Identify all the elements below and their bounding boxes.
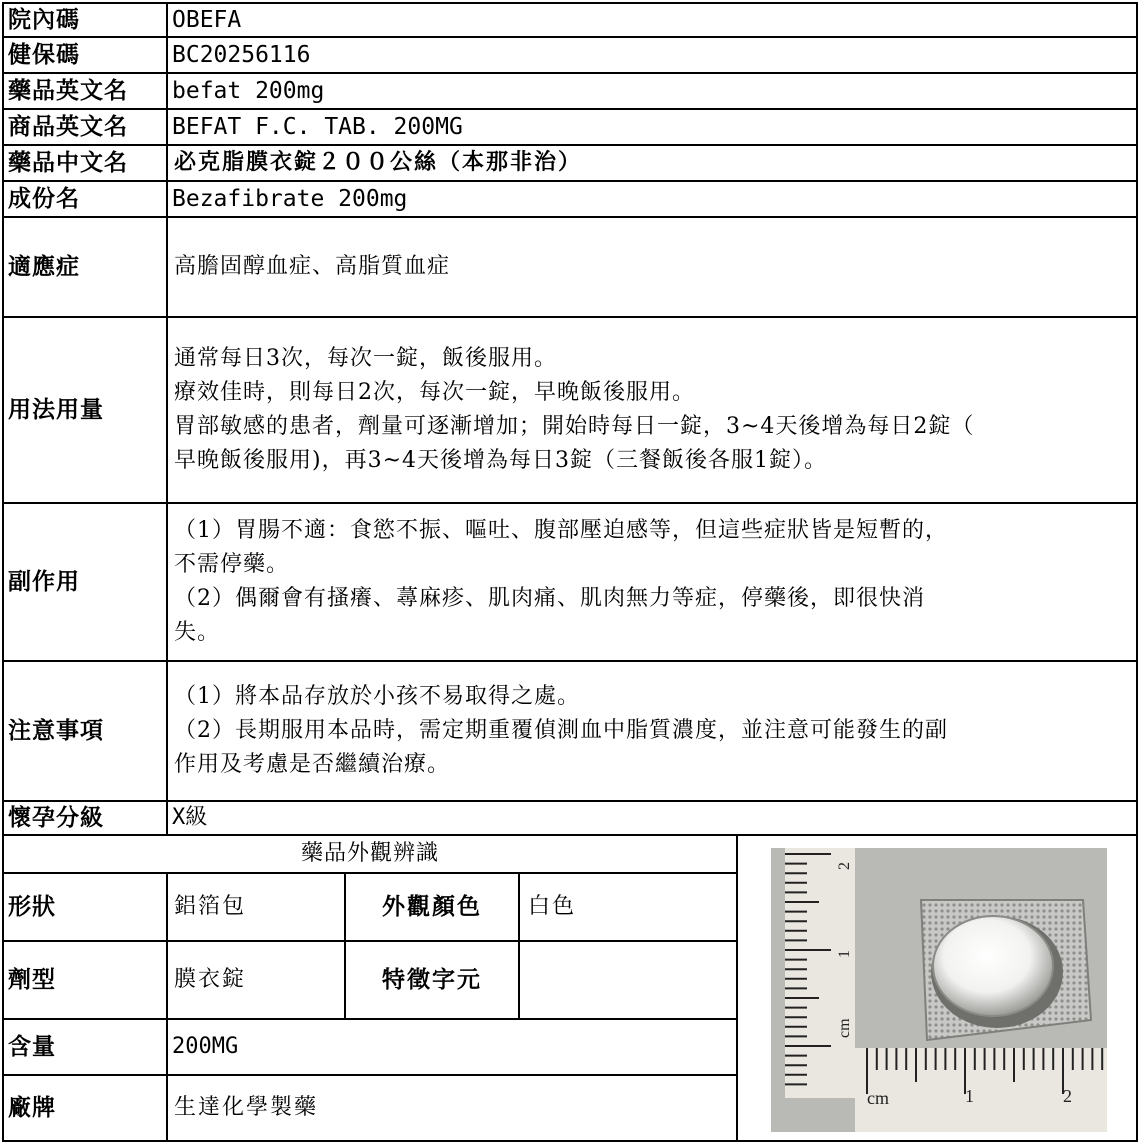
value-ingredient: Bezafibrate 200mg [172,186,408,212]
value-dosage [174,318,1134,502]
label-drug-chinese-name: 藥品中文名 [8,150,128,176]
label-imprint: 特徵字元 [382,967,482,993]
tablet-photo [771,848,1107,1132]
label-ingredient: 成份名 [8,186,80,212]
value-hospital-code: OBEFA [172,7,242,33]
value-nhi-code: BC20256116 [172,42,311,68]
drug-info-sheet [2,2,1138,1142]
label-color: 外觀顏色 [382,894,482,920]
value-manufacturer: 生達化學製藥 [174,1095,319,1120]
label-drug-english-name: 藥品英文名 [8,78,128,104]
label-product-english-name: 商品英文名 [8,114,128,140]
value-color: 白色 [528,894,577,919]
value-imprint [528,942,736,1018]
horizontal-ruler [855,1048,1107,1132]
label-manufacturer: 廠牌 [8,1095,56,1121]
value-drug-english-name: befat 200mg [172,78,325,104]
dosage-line: 療效佳時，則每日2次，每次一錠，早晚飯後服用。 [174,380,695,405]
label-strength: 含量 [8,1034,56,1060]
horizontal-ruler-unit: cm [867,1088,889,1108]
horizontal-ruler-mark-1: 1 [965,1086,974,1106]
side-effect-line: 不需停藥。 [174,552,290,577]
side-effect-line: （1）胃腸不適：食慾不振、嘔吐、腹部壓迫感等，但這些症狀皆是短暫的， [174,518,948,543]
vertical-ruler-mark-1: 1 [836,950,853,958]
value-indication: 高膽固醇血症、高脂質血症 [174,254,451,279]
precaution-line: 作用及考慮是否繼續治療。 [174,752,451,777]
value-product-english-name: BEFAT F.C. TAB. 200MG [172,114,463,140]
dosage-line: 胃部敏感的患者，劑量可逐漸增加；開始時每日一錠，3~4天後增為每日2錠（ [174,414,975,439]
label-pregnancy-category: 懷孕分級 [8,805,104,831]
dosage-line: 早晚飯後服用)，再3~4天後增為每日3錠（三餐飯後各服1錠）。 [174,448,828,473]
white-tablet [933,916,1053,1016]
value-strength: 200MG [172,1034,239,1059]
vertical-ruler-unit: cm [836,1018,853,1038]
precaution-line: （1）將本品存放於小孩不易取得之處。 [174,684,580,709]
vertical-ruler-mark-2: 2 [836,862,853,870]
appearance-header: 藥品外觀辨識 [300,841,439,866]
dosage-line: 通常每日3次，每次一錠，飯後服用。 [174,346,557,371]
precaution-line: （2）長期服用本品時，需定期重覆偵測血中脂質濃度，並注意可能發生的副 [174,718,948,743]
value-drug-chinese-name: 必克脂膜衣錠２００公絲（本那非治） [174,150,583,175]
value-shape: 鋁箔包 [174,894,247,919]
value-precautions [174,662,1134,800]
label-shape: 形狀 [8,894,56,920]
side-effect-line: 失。 [174,620,221,645]
side-effect-line: （2）偶爾會有搔癢、蕁麻疹、肌肉痛、肌肉無力等症，停藥後，即很快消 [174,586,925,611]
label-side-effects: 副作用 [8,569,80,595]
value-pregnancy-category: X級 [172,805,208,830]
label-hospital-code: 院內碼 [8,7,80,33]
label-precautions: 注意事項 [8,718,104,744]
label-dosage: 用法用量 [8,397,104,423]
label-indication: 適應症 [8,254,80,280]
value-side-effects [174,504,1134,660]
label-nhi-code: 健保碼 [8,42,80,68]
value-dosage-form: 膜衣錠 [174,967,247,992]
label-dosage-form: 劑型 [8,967,56,993]
vertical-ruler [785,848,855,1098]
horizontal-ruler-mark-2: 2 [1063,1086,1072,1106]
